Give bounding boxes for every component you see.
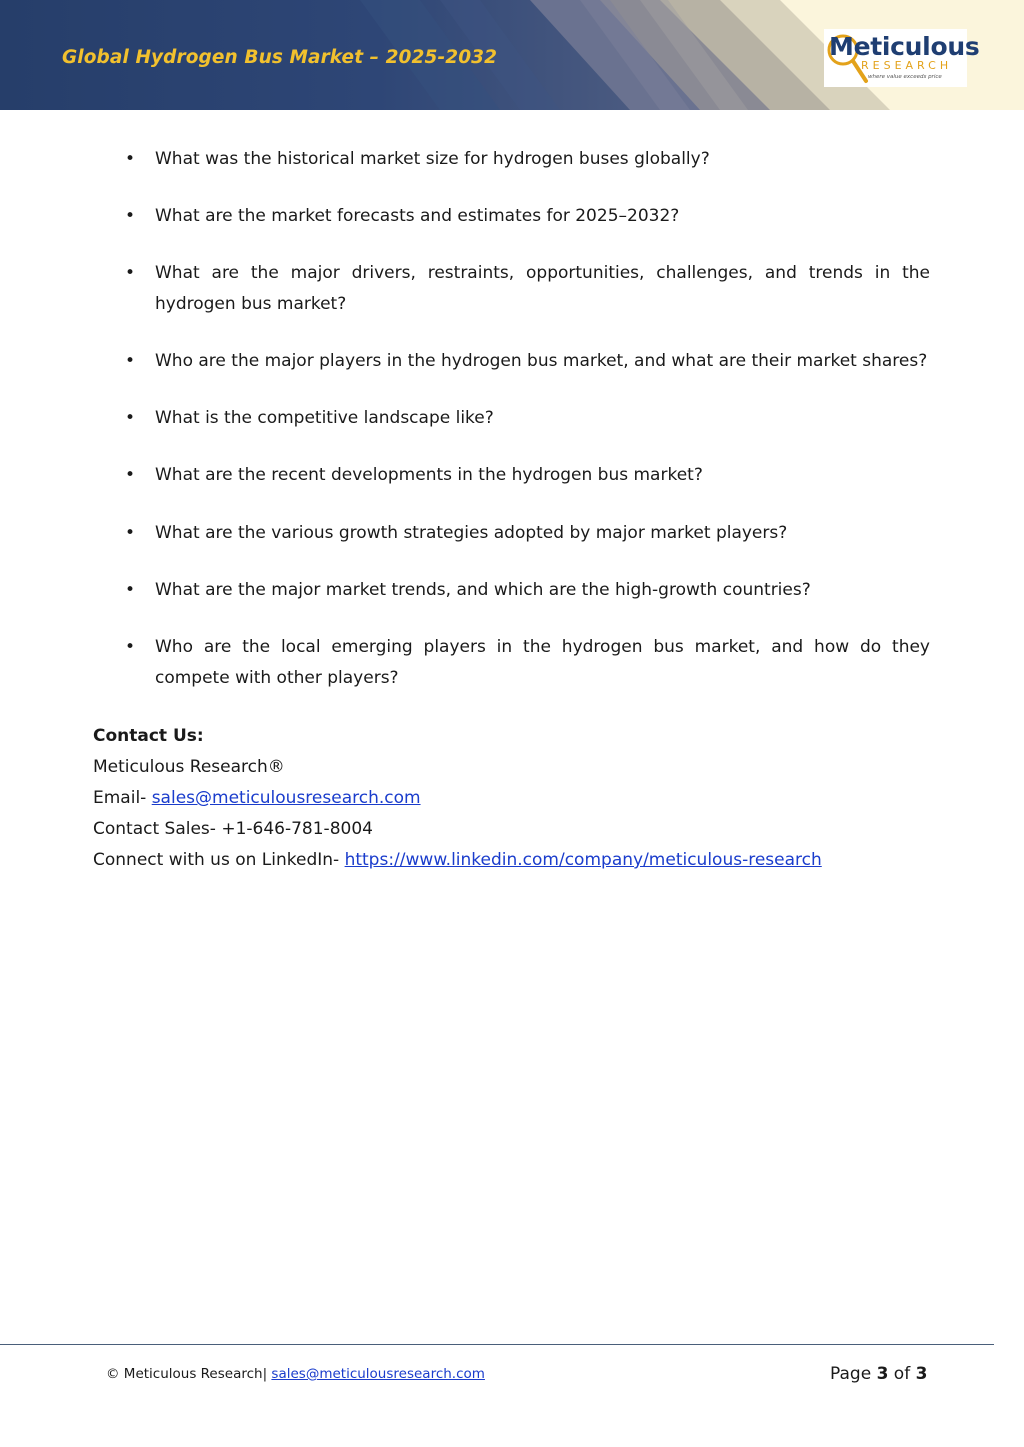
footer-copyright [106,1366,485,1382]
linkedin-line [93,845,953,876]
list-item: • Who are the local emerging players in the hydrogen bus market, and how do they compete with other players? [155,632,930,694]
page-prefix: Page [830,1364,877,1384]
sales-phone: Contact Sales- +1-646-781-8004 [93,819,373,839]
list-item: • Who are the major players in the hydrogen bus market, and what are their market shares? [155,346,930,377]
contact-section [93,721,953,876]
company-logo [824,29,980,87]
company-name: Meticulous Research® [93,757,285,777]
contact-heading: Contact Us: [93,726,204,746]
email-link[interactable]: sales@meticulousresearch.com [151,788,421,808]
list-item: • What are the various growth strategies adopted by major market players? [155,518,930,549]
logo-subtitle: RESEARCH [861,59,953,72]
list-item: • What was the historical market size for hydrogen buses globally? [155,144,930,175]
logo-tagline: where value exceeds price [868,74,942,80]
list-item: • What are the market forecasts and estimates for 2025–2032? [155,201,930,232]
page-header [0,0,1024,110]
email-label: Email- [93,788,152,808]
linkedin-link[interactable]: https://www.linkedin.com/company/meticulous-research [344,850,822,870]
logo-wordmark: Meticulous [829,32,980,61]
footer-divider [0,1344,994,1345]
page-of: of [888,1364,916,1384]
list-item: • What are the major drivers, restraints, opportunities, challenges, and trends in the hydrogen bus market? [155,258,930,320]
list-item: • What are the major market trends, and which are the high-growth countries? [155,575,930,606]
footer-email-link[interactable]: sales@meticulousresearch.com [271,1366,485,1382]
list-item: • What is the competitive landscape like? [155,403,930,434]
linkedin-label: Connect with us on LinkedIn- [93,850,345,870]
copyright-text: © Meticulous Research| [106,1366,272,1382]
page-number [830,1364,927,1384]
list-item: • What are the recent developments in the hydrogen bus market? [155,460,930,491]
email-line [93,783,953,814]
page-total: 3 [915,1364,928,1384]
document-title: Global Hydrogen Bus Market – 2025-2032 [62,47,498,68]
page-current: 3 [876,1364,889,1384]
